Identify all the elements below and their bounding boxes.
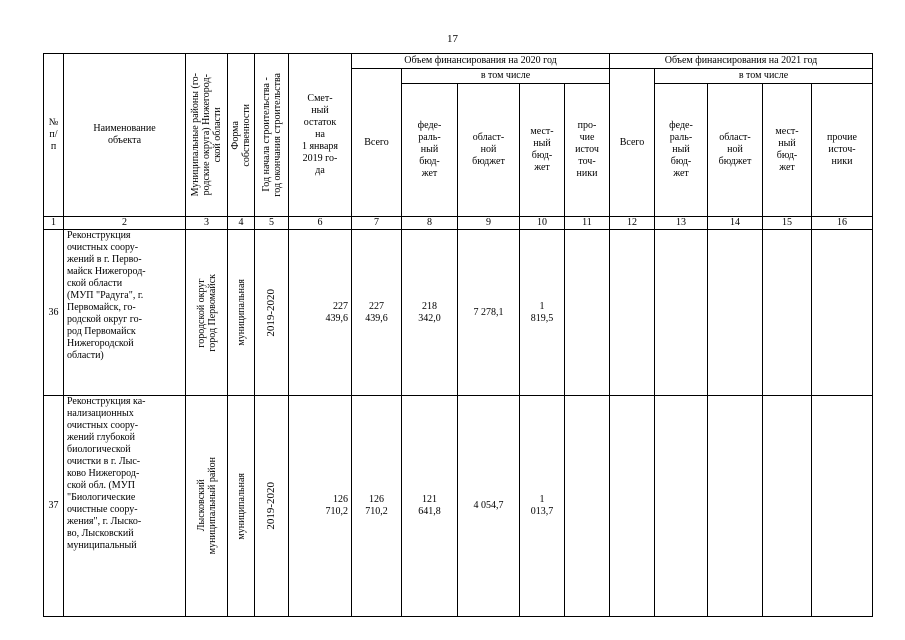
col-number: 6 — [289, 217, 352, 230]
total-2021 — [610, 230, 655, 396]
local-2020: 1 013,7 — [520, 396, 565, 617]
column-numbers-row — [44, 217, 873, 230]
header-other-2020: про- чие источ точ- ники — [565, 84, 610, 217]
regional-2020: 4 054,7 — [458, 396, 520, 617]
header-total-2020: Всего — [352, 69, 402, 217]
header-regional-2021: област- ной бюджет — [708, 84, 763, 217]
col-number: 5 — [255, 217, 289, 230]
financing-table — [43, 53, 873, 617]
header-row-number: № п/ п — [44, 54, 64, 217]
table-row — [44, 396, 873, 617]
col-number: 4 — [228, 217, 255, 230]
total-2020: 126 710,2 — [352, 396, 402, 617]
district-cell: Лысковский муниципальный район — [186, 396, 228, 617]
row-number: 37 — [44, 396, 64, 617]
header-total-2021: Всего — [610, 69, 655, 217]
col-number: 14 — [708, 217, 763, 230]
federal-2020: 121 641,8 — [402, 396, 458, 617]
header-estimated-balance: Смет- ный остаток на 1 января 2019 го- да — [289, 54, 352, 217]
col-number: 15 — [763, 217, 812, 230]
federal-2021 — [655, 396, 708, 617]
local-2021 — [763, 230, 812, 396]
federal-2020: 218 342,0 — [402, 230, 458, 396]
col-number: 8 — [402, 217, 458, 230]
years-cell: 2019-2020 — [255, 396, 289, 617]
col-number: 11 — [565, 217, 610, 230]
header-group-2021: Объем финансирования на 2021 год — [610, 54, 873, 69]
header-local-2021: мест- ный бюд- жет — [763, 84, 812, 217]
col-number: 16 — [812, 217, 873, 230]
other-2021 — [812, 396, 873, 617]
table-row — [44, 230, 873, 396]
other-2020 — [565, 396, 610, 617]
header-object-name: Наименование объекта — [64, 54, 186, 217]
col-number: 12 — [610, 217, 655, 230]
header-district: Муниципальные районы (го- родские округа) Нижегород- ской области — [186, 54, 228, 217]
header-regional-2020: област- ной бюджет — [458, 84, 520, 217]
object-name: Реконструкция ка- нализационных очистных соору- жений глубокой биологической очистки в г. Лыс- ково Нижегород- ской обл. (МУП "Биологические очистные соору- жения", г. Лыско- во, Лысковский муниципальный — [64, 396, 186, 617]
local-2020: 1 819,5 — [520, 230, 565, 396]
header-years: Год начала строительства - год окончания строительства — [255, 54, 289, 217]
federal-2021 — [655, 230, 708, 396]
col-number: 10 — [520, 217, 565, 230]
ownership-cell: муниципальная — [228, 230, 255, 396]
row-number: 36 — [44, 230, 64, 396]
ownership-cell: муниципальная — [228, 396, 255, 617]
regional-2021 — [708, 230, 763, 396]
col-number: 1 — [44, 217, 64, 230]
header-other-2021: прочие источ- ники — [812, 84, 873, 217]
regional-2021 — [708, 396, 763, 617]
header-federal-2021: феде- раль- ный бюд- жет — [655, 84, 708, 217]
district-cell: городской округ город Первомайск — [186, 230, 228, 396]
object-name: Реконструкция очистных соору- жений в г. Перво- майск Нижегород- ской области (МУП "Радуга", г. Первомайск, го- родской округ го- род Первомайск Нижегородской области) — [64, 230, 186, 396]
years-cell: 2019-2020 — [255, 230, 289, 396]
page-number: 17 — [447, 33, 458, 45]
other-2021 — [812, 230, 873, 396]
col-number: 3 — [186, 217, 228, 230]
col-number: 7 — [352, 217, 402, 230]
header-ownership: Форма собственности — [228, 54, 255, 217]
header-local-2020: мест- ный бюд- жет — [520, 84, 565, 217]
estimated-balance: 126 710,2 — [289, 396, 352, 617]
header-incl-2020: в том числе — [402, 69, 610, 84]
col-number: 2 — [64, 217, 186, 230]
estimated-balance: 227 439,6 — [289, 230, 352, 396]
regional-2020: 7 278,1 — [458, 230, 520, 396]
total-2020: 227 439,6 — [352, 230, 402, 396]
header-federal-2020: феде- раль- ный бюд- жет — [402, 84, 458, 217]
header-group-2020: Объем финансирования на 2020 год — [352, 54, 610, 69]
col-number: 13 — [655, 217, 708, 230]
other-2020 — [565, 230, 610, 396]
header-incl-2021: в том числе — [655, 69, 873, 84]
local-2021 — [763, 396, 812, 617]
total-2021 — [610, 396, 655, 617]
col-number: 9 — [458, 217, 520, 230]
